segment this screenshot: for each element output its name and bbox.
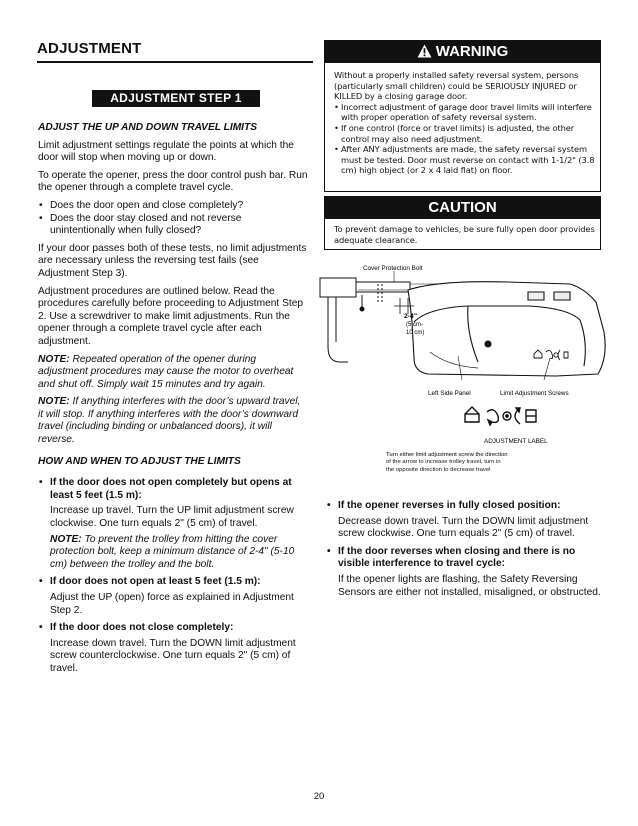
- distance-cm-label-1: (5 cm-: [406, 322, 423, 328]
- distance-label: 2-4": [404, 313, 418, 320]
- page-number: 20: [313, 791, 325, 802]
- warning-triangle-icon: [417, 44, 432, 58]
- caution-text: To prevent damage to vehicles, be sure fully open door provides adequate clearance.: [334, 224, 595, 245]
- note-text: If anything interferes with the door’s upward travel, it will stop. If anything interferes with the door’s downward travel (including binding or unbalanced doors), it will reverse.: [38, 396, 301, 446]
- diagram-caption-rest: [386, 458, 616, 474]
- warning-bullet: • After ANY adjustments are made, the safety reversal system must be tested. Door must reverse on contact with 1-1/2" (3.8 cm) high object (or 2 x 4 laid flat) on floor.: [334, 144, 596, 176]
- adjustment-label-caption: ADJUSTMENT LABEL: [484, 438, 548, 445]
- right-column-list: [326, 500, 604, 604]
- limit-list: [38, 477, 308, 675]
- opener-diagram: [318, 262, 608, 462]
- note-label: NOTE:: [38, 353, 70, 365]
- check-item: • Does the door open and close completely?: [38, 200, 308, 213]
- warning-box: [324, 40, 601, 192]
- intro-paragraph: Limit adjustment settings regulate the points at which the door will stop when moving up or down.: [38, 139, 294, 164]
- caution-box: [324, 196, 601, 250]
- distance-cm-label-2: 10 cm): [406, 330, 425, 336]
- warning-bullet: • Incorrect adjustment of garage door travel limits will interfere with proper operation of safety reversal system.: [334, 102, 596, 123]
- warning-bullet: • If one control (force or travel limits) is adjusted, the other control may also need adjustment.: [334, 123, 596, 144]
- note-label: NOTE:: [38, 396, 70, 408]
- cover-protection-bolt-label: Cover Protection Bolt: [363, 265, 423, 272]
- reverse-item-heading: • If the door reverses when closing and there is no visible interference to travel cycle:: [338, 545, 576, 570]
- diagram-caption-line-2: of the arrow to increase trolley travel, turn in: [386, 459, 501, 465]
- limit-item-heading: • If the door does not close completely:: [50, 622, 234, 634]
- section-title: ADJUST THE UP AND DOWN TRAVEL LIMITS: [38, 122, 258, 133]
- left-column: [38, 122, 308, 681]
- limit-item: [38, 622, 308, 675]
- heading-rule: [37, 61, 313, 63]
- step-badge: ADJUSTMENT STEP 1: [92, 90, 260, 107]
- procedure-paragraph: Adjustment procedures are outlined below. Read the procedures carefully before proceeding to Adjustment Step 2. Use a screwdriver to make limit adjustments. Run the opener through a complete travel cycle after each adjustment.: [38, 285, 304, 347]
- reverse-item-body: Decrease down travel. Turn the DOWN limit adjustment screw clockwise. One turn equals 2" (5 cm) of travel.: [338, 515, 589, 540]
- note-interference: [38, 396, 308, 446]
- limit-item: [38, 576, 308, 617]
- limit-adjustment-screws-label: Limit Adjustment Screws: [500, 390, 569, 397]
- reverse-item: [326, 500, 604, 541]
- limit-item-body: Increase down travel. Turn the DOWN limit adjustment screw counterclockwise. One turn equals 2" (5 cm) of travel.: [50, 637, 296, 674]
- warning-bullets: [334, 102, 596, 176]
- reverse-item: [326, 546, 604, 599]
- limit-item: [38, 477, 308, 571]
- limit-item-body: Adjust the UP (open) force as explained in Adjustment Step 2.: [50, 592, 294, 616]
- reverse-item-body: If the opener lights are flashing, the Safety Reversing Sensors are either not installed, misaligned, or obstructed.: [338, 573, 601, 598]
- check-item: • Does the door stay closed and not reverse unintentionally when fully closed?: [38, 213, 308, 238]
- caution-header: CAUTION: [325, 197, 600, 219]
- note-overheat: [38, 354, 308, 392]
- opener-body: [408, 282, 605, 376]
- note-text: To prevent the trolley from hitting the cover protection bolt, keep a minimum distance of 2-4" (5-10 cm) between the trolley and the bolt.: [50, 533, 295, 570]
- warning-header: [325, 41, 600, 63]
- page-heading: ADJUSTMENT: [37, 40, 142, 57]
- check-list: [38, 200, 308, 238]
- warning-intro: Without a properly installed safety reversal system, persons (particularly small children) could be SERIOUSLY INJURED or KILLED by a closing garage door.: [334, 70, 579, 102]
- diagram-caption-line-3: the opposite direction to decrease travel: [386, 467, 491, 473]
- limit-item-note: [50, 534, 308, 572]
- note-text: Repeated operation of the opener during adjustment procedures may cause the motor to overheat and shut off. Simply wait 15 minutes and try again.: [38, 353, 294, 390]
- diagram-caption-line-1: Turn either limit adjustment screw the direction: [386, 452, 508, 458]
- warning-title: WARNING: [435, 43, 509, 60]
- limit-item-heading: • If the door does not open completely but opens at least 5 feet (1.5 m):: [50, 477, 292, 501]
- pass-paragraph: If your door passes both of these tests, no limit adjustments are necessary unless the reversing test fails (see Adjustment Step 3).: [38, 242, 307, 279]
- warning-text: [334, 70, 596, 176]
- note-label: NOTE:: [50, 533, 82, 545]
- limit-item-heading: • If door does not open at least 5 feet (1.5 m):: [50, 576, 261, 588]
- reverse-item-heading: • If the opener reverses in fully closed position:: [338, 500, 561, 511]
- operate-paragraph: To operate the opener, press the door control push bar. Run the opener through a complete travel cycle.: [38, 169, 308, 194]
- reverse-list: [326, 500, 604, 599]
- how-title: HOW AND WHEN TO ADJUST THE LIMITS: [38, 455, 241, 467]
- limit-item-body: Increase up travel. Turn the UP limit adjustment screw clockwise. One turn equals 2" (5 cm) of travel.: [50, 505, 294, 530]
- left-side-panel-label: Left Side Panel: [428, 390, 471, 397]
- adjustment-label-large: [465, 407, 536, 425]
